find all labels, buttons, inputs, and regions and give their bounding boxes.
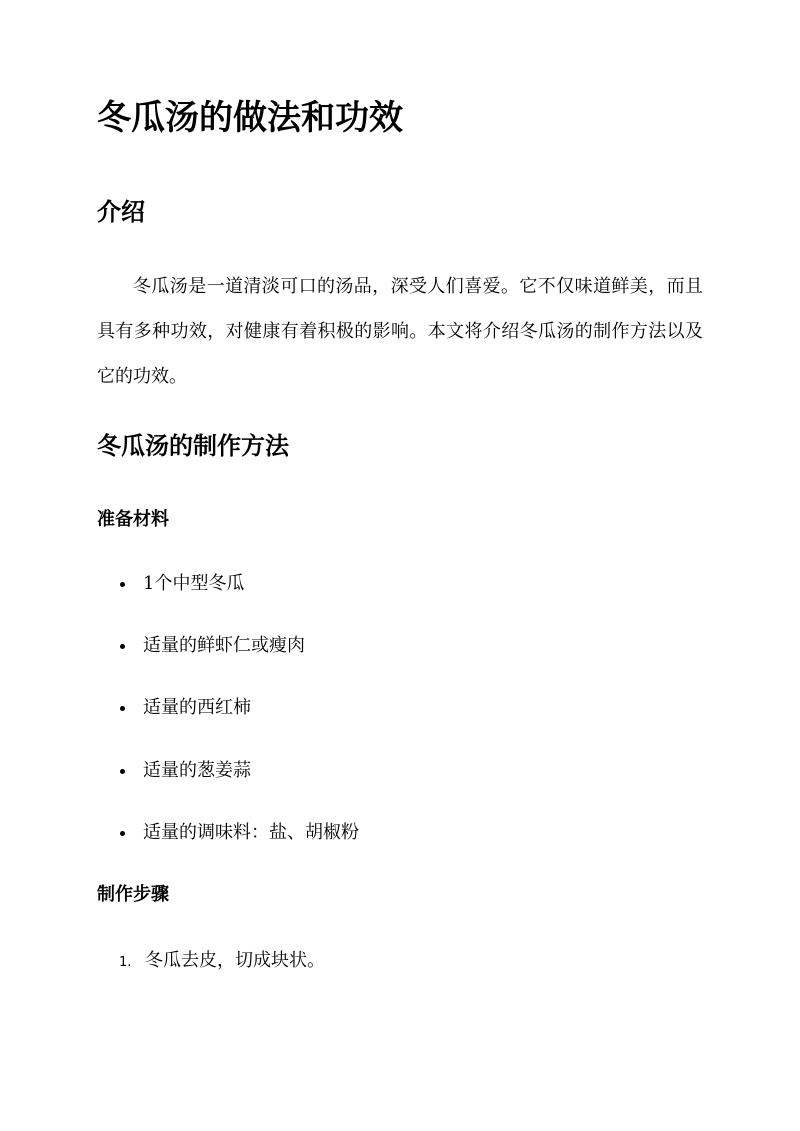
ingredient-text: 适量的葱姜蒜 xyxy=(143,760,251,781)
bullet-icon xyxy=(120,706,125,711)
ingredient-text: 1个中型冬瓜 xyxy=(143,573,245,594)
step-number: 1. xyxy=(119,955,132,970)
method-heading: 冬瓜汤的制作方法 xyxy=(97,431,289,460)
ingredient-text: 适量的鲜虾仁或瘦肉 xyxy=(143,635,305,656)
steps-heading: 制作步骤 xyxy=(97,884,169,905)
bullet-icon xyxy=(120,582,125,587)
intro-heading: 介绍 xyxy=(97,197,145,226)
bullet-icon xyxy=(120,644,125,649)
ingredient-text: 适量的西红柿 xyxy=(143,697,251,718)
ingredients-heading: 准备材料 xyxy=(97,509,169,530)
ingredient-text: 适量的调味料：盐、胡椒粉 xyxy=(143,822,359,843)
intro-paragraph: 冬瓜汤是一道清淡可口的汤品，深受人们喜爱。它不仅味道鲜美，而且具有多种功效，对健康有着积极的影响。本文将介绍冬瓜汤的制作方法以及它的功效。 xyxy=(97,276,703,387)
document-title: 冬瓜汤的做法和功效 xyxy=(97,98,403,138)
step-text: 冬瓜去皮，切成块状。 xyxy=(145,950,325,971)
bullet-icon xyxy=(120,769,125,774)
bullet-icon xyxy=(120,831,125,836)
